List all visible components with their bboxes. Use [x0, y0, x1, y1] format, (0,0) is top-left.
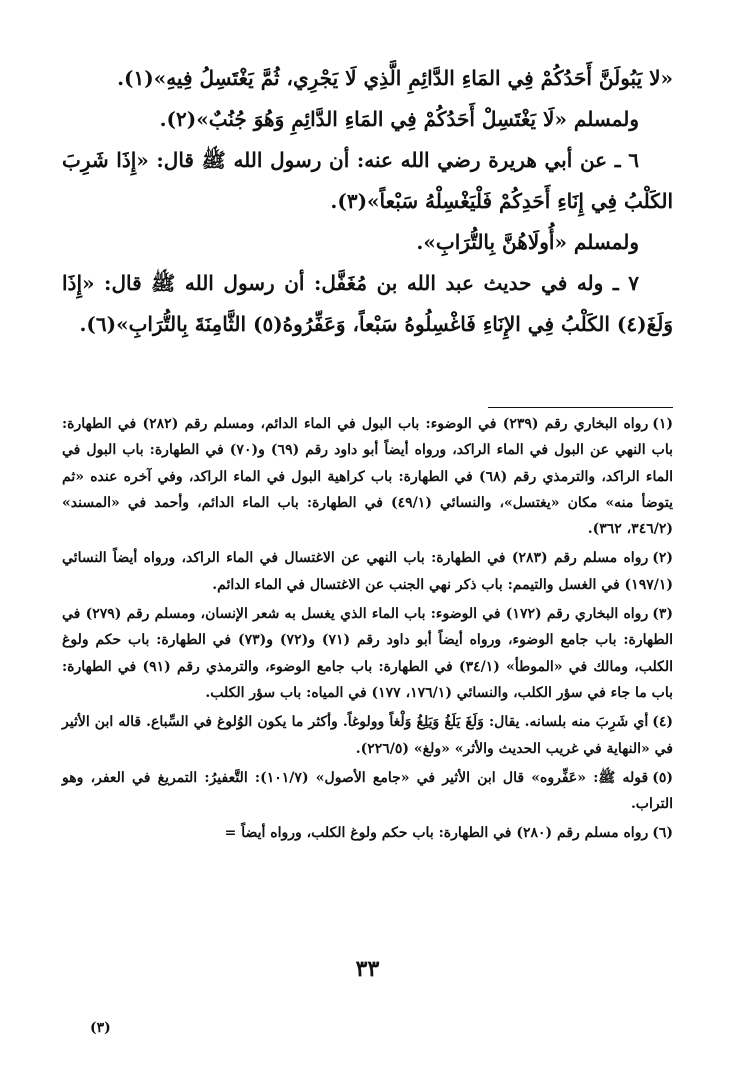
footnote-6	[62, 820, 673, 846]
footnote-text: قوله ﷺ: «عَفِّروه» قال ابن الأثير في «جامع الأصول» (١٠١/٧): التَّعفيرُ: التمريغ في العفر، وهو التراب.	[62, 769, 673, 813]
hadith-paragraph-1: «لا يَبُولَنَّ أَحَدُكُمْ فِي المَاءِ الدَّائِمِ الَّذِي لَا يَجْرِي، ثُمَّ يَغْتَسِلُ فِيهِ»(١).	[117, 66, 673, 90]
footnote-5	[62, 765, 673, 818]
footnote-number: (٤)	[652, 714, 673, 731]
footnotes-block	[62, 411, 673, 850]
footnote-3	[62, 601, 673, 706]
footnote-1	[62, 411, 673, 542]
footnote-text: أي شَرِبَ منه بلسانه. يقال: وَلَغَ يَلَغُ وَيَلِغُ وَلْغاً وولوغاً. وأكثر ما يكون الوُلوغ في السِّباع. قاله ابن الأثير في «النهاية في غريب الحديث والأثر» «ولغ» (٢٢٦/٥).	[62, 714, 673, 757]
footnote-text: رواه البخاري رقم (٢٣٩) في الوضوء: باب البول في الماء الدائم، ومسلم رقم (٢٨٢) في الطهارة: باب النهي عن البول في الماء الراكد، ورواه أيضاً أبو داود رقم (٦٩) و(٧٠) في الطهارة: باب البول في الماء الراكد، والترمذي رقم (٦٨) في الطهارة: باب كراهية البول في الماء الراكد، وفي آخره عنده «ثم يتوضأ منه» مكان «يغتسل»، والنسائي (٤٩/١) في الطهارة: باب الماء الدائم، وأحمد في «المسند» (٣٤٦/٢، ٣٦٢).	[62, 416, 673, 538]
hadith-paragraph-2: ولمسلم «لَا يَغْتَسِلْ أَحَدُكُمْ فِي المَاءِ الدَّائِمِ وَهُوَ جُنُبٌ»(٢).	[159, 107, 639, 131]
signature-mark: (٣)	[90, 1020, 111, 1036]
footnote-number: (١)	[652, 416, 673, 432]
footnote-number: (٦)	[652, 825, 673, 842]
hadith-paragraph-5: ٧ ـ وله في حديث عبد الله بن مُغَفَّل: أن رسول الله ﷺ قال: «إِذَا وَلَغَ(٤) الكَلْبُ فِي الإِنَاءِ فَاغْسِلُوهُ سَبْعاً، وَعَفِّرُوهُ(٥) الثَّامِنَةَ بِالتُّرَابِ»(٦).	[62, 271, 673, 336]
main-text-block	[62, 58, 673, 345]
hadith-paragraph-3: ٦ ـ عن أبي هريرة رضي الله عنه: أن رسول الله ﷺ قال: «إِذَا شَرِبَ الكَلْبُ فِي إِنَاءِ أَحَدِكُمْ فَلْيَغْسِلْهُ سَبْعاً»(٣).	[62, 148, 673, 213]
footnote-text: رواه البخاري رقم (١٧٢) في الوضوء: باب الماء الذي يغسل به شعر الإنسان، ومسلم رقم (٢٧٩) في الطهارة: باب جامع الوضوء، ورواه أيضاً أبو داود رقم (٧١) و(٧٢) و(٧٣) في الطهارة: باب حكم ولوغ الكلب، ومالك في «الموطأ» (٣٤/١) في الطهارة: باب جامع الوضوء، والترمذي رقم (٩١) في الطهارة: باب ما جاء في سؤر الكلب، والنسائي (١٧٦/١، ١٧٧) في المياه: باب سؤر الكلب.	[62, 606, 674, 701]
footnote-4	[62, 709, 673, 762]
footnote-text: رواه مسلم رقم (٢٨٠) في الطهارة: باب حكم ولوغ الكلب، ورواه أيضاً =	[224, 825, 649, 842]
footnote-separator	[488, 407, 673, 408]
footnote-text: رواه مسلم رقم (٢٨٣) في الطهارة: باب النهي عن الاغتسال في الماء الراكد، ورواه أيضاً النسائي (١٩٧/١) في الغسل والتيمم: باب ذكر نهي الجنب عن الاغتسال في الماء الدائم.	[62, 550, 673, 593]
footnote-number: (٢)	[652, 550, 673, 567]
footnote-number: (٥)	[652, 769, 674, 786]
hadith-paragraph-4: ولمسلم «أُولَاهُنَّ بِالتُّرَابِ».	[416, 230, 639, 254]
footnote-number: (٣)	[652, 606, 673, 623]
footnote-2	[62, 545, 673, 598]
page-number: ٣٣	[355, 956, 380, 982]
